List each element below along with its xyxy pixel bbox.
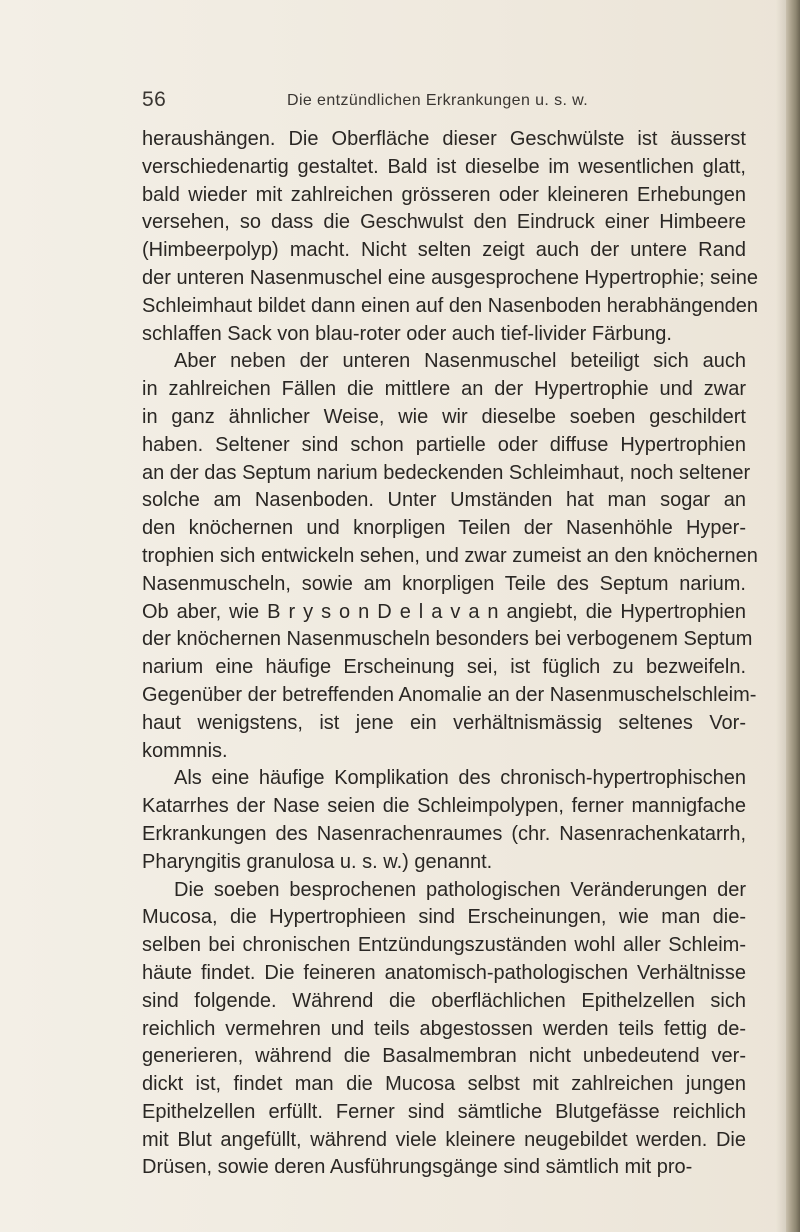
text-line: Mucosa, die Hypertrophieen sind Erscheinungen, wie man die- — [142, 906, 746, 929]
text-line: Katarrhes der Nase seien die Schleimpolypen, ferner mannigfache — [142, 795, 746, 818]
text-line: dickt ist, findet man die Mucosa selbst mit zahlreichen jungen — [142, 1073, 746, 1096]
text-line: Nasenmuscheln, sowie am knorpligen Teile des Septum narium. — [142, 572, 746, 595]
text-line: solche am Nasenboden. Unter Umständen hat man sogar an — [142, 489, 746, 512]
binding-shadow — [776, 0, 786, 1232]
text-line: Die soeben besprochenen pathologischen Veränderungen der — [174, 878, 746, 901]
text-line: der knöchernen Nasenmuscheln besonders bei verbogenem Septum — [142, 628, 753, 651]
body-text — [142, 126, 759, 1182]
paragraph — [142, 765, 746, 876]
text-line: der unteren Nasenmuschel eine ausgesprochene Hypertrophie; seine — [142, 266, 758, 289]
text-line: Aber neben der unteren Nasenmuschel beteiligt sich auch — [174, 350, 746, 373]
text-line: selben bei chronischen Entzündungszuständen wohl aller Schleim- — [142, 934, 746, 957]
text-line: narium eine häufige Erscheinung sei, ist füglich zu bezweifeln. — [142, 656, 746, 679]
text-line: haben. Seltener sind schon partielle oder diffuse Hypertrophien — [142, 433, 746, 456]
text-line: generieren, während die Basalmembran nicht unbedeutend ver- — [142, 1045, 746, 1068]
text-line: reichlich vermehren und teils abgestossen werden teils fettig de- — [142, 1017, 746, 1040]
text-line: kommnis. — [142, 739, 228, 762]
text-line: Drüsen, sowie deren Ausführungsgänge sind sämtlich mit pro- — [142, 1156, 693, 1179]
text-line: (Himbeerpolyp) macht. Nicht selten zeigt auch der untere Rand — [142, 239, 746, 262]
text-line: in ganz ähnlicher Weise, wie wir dieselbe soeben geschildert — [142, 405, 746, 428]
text-line: trophien sich entwickeln sehen, und zwar zumeist an den knöchernen — [142, 544, 758, 567]
text-line: verschiedenartig gestaltet. Bald ist dieselbe im wesentlichen glatt, — [142, 155, 746, 178]
text-line: versehen, so dass die Geschwulst den Eindruck einer Himbeere — [142, 211, 746, 234]
text-line: in zahlreichen Fällen die mittlere an der Hypertrophie und zwar — [142, 378, 746, 401]
text-line: Ob aber, wie B r y s o n D e l a v a n angiebt, die Hypertrophien — [142, 600, 746, 623]
running-head: Die entzündlichen Erkrankungen u. s. w. — [287, 92, 589, 109]
text-line: sind folgende. Während die oberflächlichen Epithelzellen sich — [142, 989, 746, 1012]
paragraph — [142, 126, 759, 348]
paragraph — [142, 877, 746, 1183]
text-line: heraushängen. Die Oberfläche dieser Geschwülste ist äusserst — [142, 128, 746, 150]
text-line: an der das Septum narium bedeckenden Schleimhaut, noch seltener — [142, 461, 751, 484]
text-line: mit Blut angefüllt, während viele kleinere neugebildet werden. Die — [142, 1128, 746, 1151]
text-line: Pharyngitis granulosa u. s. w.) genannt. — [142, 850, 493, 873]
text-line: schlaffen Sack von blau-roter oder auch tief-livider Färbung. — [142, 322, 672, 345]
text-line: den knöchernen und knorpligen Teilen der Nasenhöhle Hyper- — [142, 517, 746, 540]
page-number: 56 — [142, 88, 167, 111]
paragraph — [142, 348, 758, 765]
page-edge — [786, 0, 800, 1232]
text-line: Gegenüber der betreffenden Anomalie an der Nasenmuschelschleim- — [142, 683, 757, 706]
text-line: Als eine häufige Komplikation des chronisch-hypertrophischen — [174, 767, 746, 790]
text-line: häute findet. Die feineren anatomisch-pathologischen Verhältnisse — [142, 961, 746, 984]
text-line: Erkrankungen des Nasenrachenraumes (chr. Nasenrachenkatarrh, — [142, 822, 746, 845]
text-line: Schleimhaut bildet dann einen auf den Nasenboden herabhängenden — [142, 294, 759, 317]
text-line: Epithelzellen erfüllt. Ferner sind sämtliche Blutgefässe reichlich — [142, 1100, 746, 1123]
text-line: bald wieder mit zahlreichen grösseren oder kleineren Erhebungen — [142, 183, 746, 206]
text-line: haut wenigstens, ist jene ein verhältnismässig seltenes Vor- — [142, 711, 746, 734]
page-header — [142, 88, 762, 118]
